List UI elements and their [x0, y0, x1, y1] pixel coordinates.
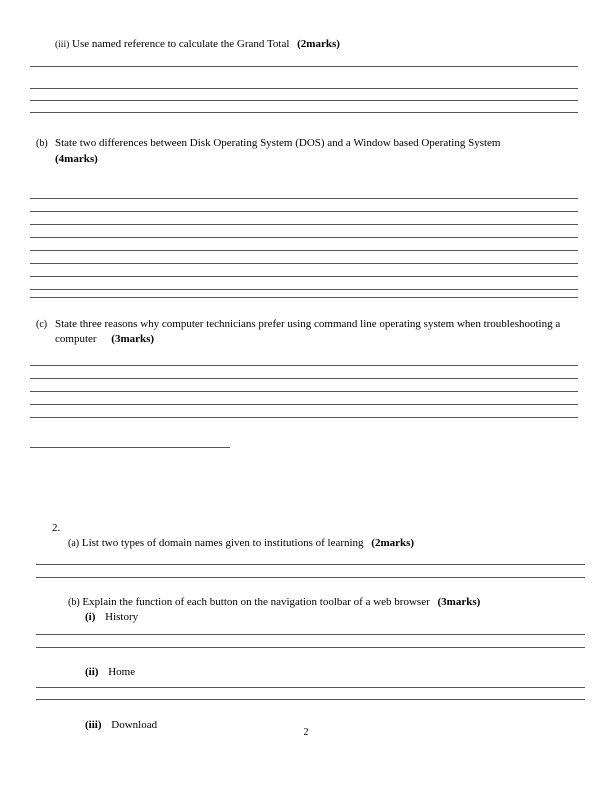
question-part-number: (b)	[68, 597, 80, 608]
sub-item-number: (ii)	[85, 666, 99, 678]
marks-label: (3marks)	[437, 596, 481, 608]
answer-line	[30, 250, 578, 251]
question-1-c	[55, 317, 561, 347]
question-2-a	[68, 536, 578, 551]
answer-line	[30, 237, 578, 238]
answer-line	[30, 378, 578, 379]
question-part-number: (c)	[36, 319, 48, 330]
answer-line	[30, 88, 578, 89]
marks-label: (4marks)	[55, 153, 98, 165]
question-part-number: (a)	[68, 538, 80, 549]
answer-line	[30, 263, 578, 264]
sub-item-i	[85, 610, 138, 625]
question-text: Use named reference to calculate the Grand Total	[72, 38, 290, 50]
answer-line	[30, 112, 578, 113]
question-part-number: (b)	[36, 138, 48, 149]
answer-line	[30, 391, 578, 392]
answer-line	[30, 417, 578, 418]
marks-label: (3marks)	[111, 333, 155, 345]
question-1-b	[55, 136, 571, 167]
answer-line	[30, 211, 578, 212]
answer-line	[36, 699, 585, 700]
answer-line	[30, 297, 578, 298]
answer-line	[36, 577, 585, 578]
answer-line	[30, 100, 578, 101]
answer-line	[30, 224, 578, 225]
answer-line	[36, 564, 585, 565]
answer-line	[30, 198, 578, 199]
sub-item-label: History	[105, 611, 139, 623]
question-text: List two types of domain names given to institutions of learning	[81, 537, 364, 549]
question-text: Explain the function of each button on the navigation toolbar of a web browser	[82, 596, 430, 608]
marks-label: (2marks)	[297, 38, 340, 50]
answer-line	[30, 276, 578, 277]
question-text: State two differences between Disk Operating System (DOS) and a Window based Operating System	[55, 137, 501, 149]
answer-line	[36, 647, 585, 648]
question-1-iii	[55, 37, 575, 53]
answer-line-short	[30, 447, 230, 448]
answer-line	[30, 404, 578, 405]
answer-line	[30, 289, 578, 290]
answer-line	[36, 634, 585, 635]
marks-label: (2marks)	[371, 537, 415, 549]
page-number: 2	[303, 727, 309, 738]
sub-item-ii	[85, 665, 135, 680]
sub-item-number: (iii)	[85, 719, 102, 731]
question-2-number: 2.	[52, 522, 61, 534]
answer-line	[30, 365, 578, 366]
question-2-b	[68, 595, 588, 610]
question-part-number: (iii)	[55, 40, 70, 50]
sub-item-label: Home	[108, 666, 136, 678]
answer-line	[30, 66, 578, 67]
sub-item-label: Download	[111, 719, 158, 731]
sub-item-number: (i)	[85, 611, 96, 623]
answer-line	[36, 687, 585, 688]
question-text: State three reasons why computer technicians prefer using command line operating system when troubleshooting a computer	[55, 318, 561, 345]
